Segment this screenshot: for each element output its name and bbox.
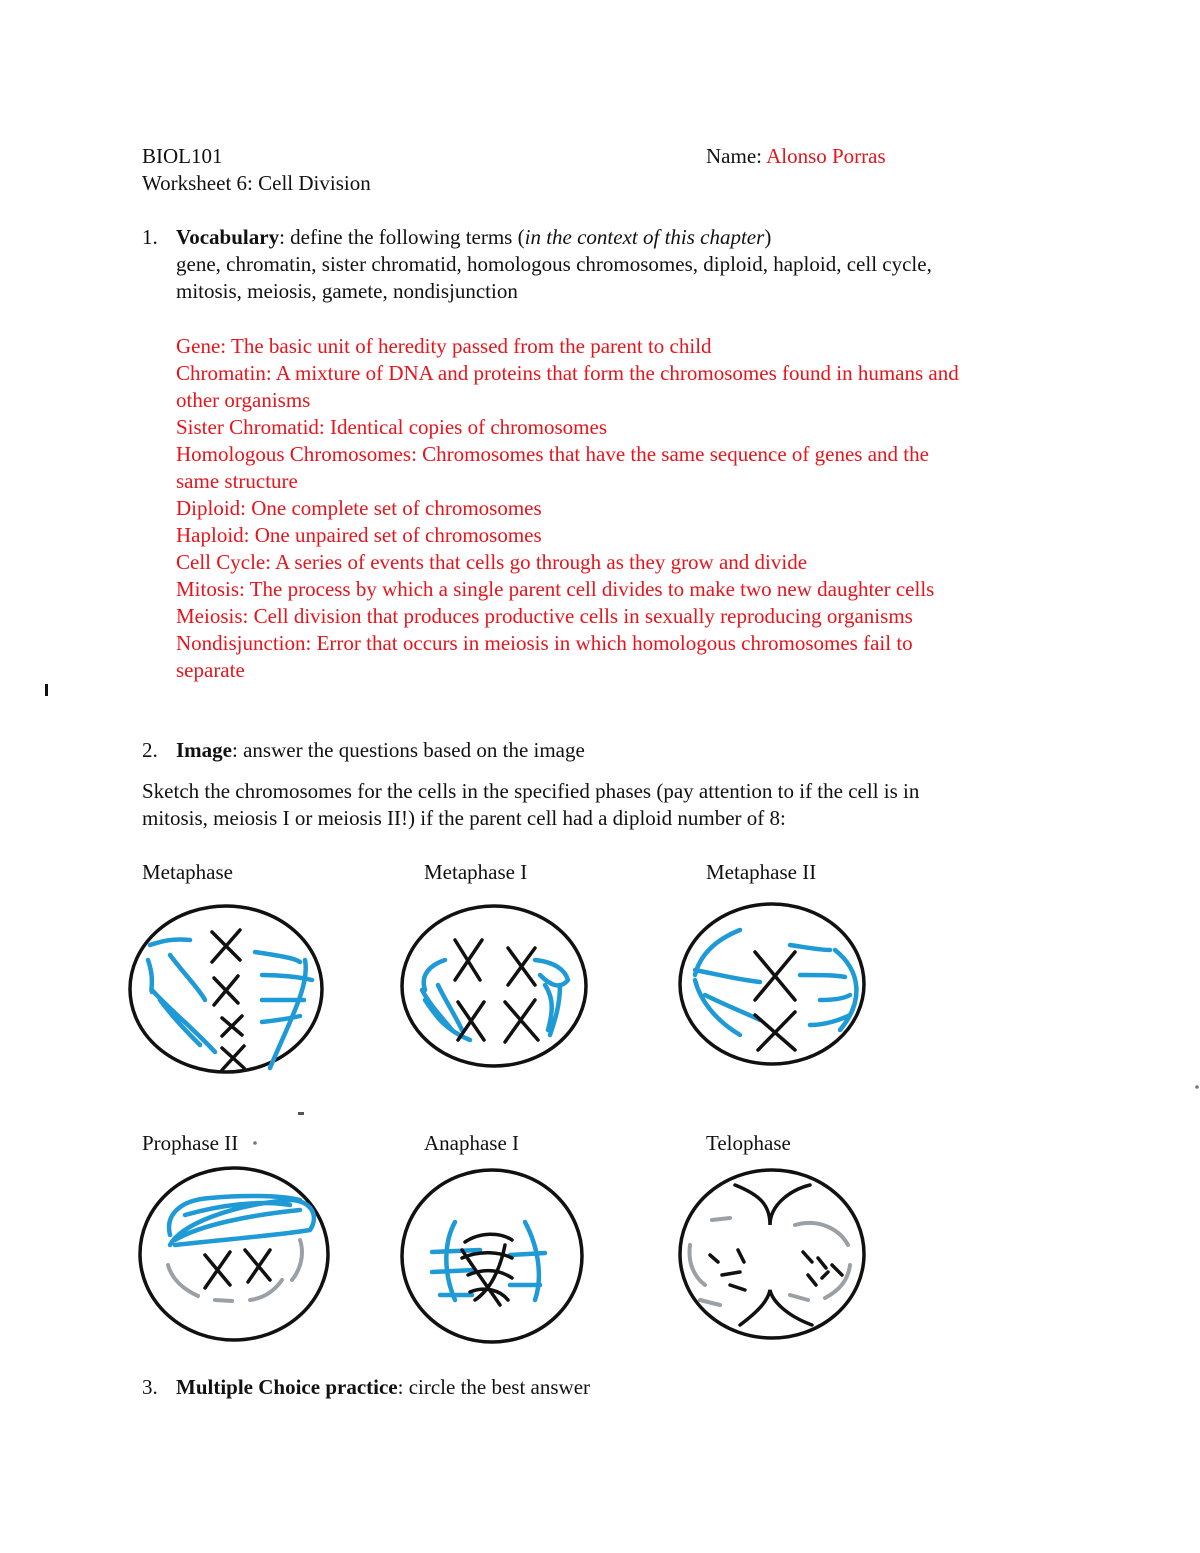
student-name: Alonso Porras: [766, 144, 886, 168]
stray-dot: [253, 1141, 257, 1145]
definition-line: Mitosis: The process by which a single parent cell divides to make two new daughter cells: [176, 577, 935, 601]
q2-heading: Image: [176, 738, 232, 762]
phase-label-metaphase-i: Metaphase I: [424, 860, 528, 884]
definition-line: Diploid: One complete set of chromosomes: [176, 496, 542, 520]
phase-label-anaphase-i: Anaphase I: [424, 1131, 520, 1155]
q2-instruction: : answer the questions based on the image: [232, 738, 585, 762]
q1-number: 1.: [142, 225, 158, 249]
definition-line: same structure: [176, 469, 298, 493]
definition-line: Homologous Chromosomes: Chromosomes that have the same sequence of genes and the: [176, 442, 929, 466]
course-code: BIOL101: [142, 144, 223, 168]
prophase-ii-cell: [140, 1168, 328, 1340]
definition-line: Sister Chromatid: Identical copies of chromosomes: [176, 415, 607, 439]
q2-number: 2.: [142, 738, 158, 762]
q2-sketch-prompt-line1: Sketch the chromosomes for the cells in the specified phases (pay attention to if the cell is in: [142, 779, 920, 803]
q1-terms-line2: mitosis, meiosis, gamete, nondisjunction: [176, 279, 518, 303]
definition-line: Gene: The basic unit of heredity passed from the parent to child: [176, 334, 712, 358]
q2-sketch-prompt-line2: mitosis, meiosis I or meiosis II!) if the parent cell had a diploid number of 8:: [142, 806, 786, 830]
anaphase-i-cell: [402, 1170, 582, 1342]
worksheet-title: Worksheet 6: Cell Division: [142, 171, 371, 195]
name-label: Name:: [706, 144, 762, 168]
metaphase-cell: [130, 906, 322, 1072]
metaphase-ii-cell: [680, 904, 864, 1064]
telophase-cell: [680, 1170, 864, 1338]
q1-instruction-end: ): [764, 225, 772, 249]
q1-instruction-italic: in the context of this chapter: [524, 225, 765, 249]
phase-label-telophase: Telophase: [706, 1131, 791, 1155]
q1-terms-line1: gene, chromatin, sister chromatid, homologous chromosomes, diploid, haploid, cell cycle,: [176, 252, 932, 276]
q3-prompt: [176, 1375, 590, 1400]
definition-line: Cell Cycle: A series of events that cells go through as they grow and divide: [176, 550, 808, 574]
q1-instruction: : define the following terms (: [279, 225, 525, 249]
stray-dot: [1195, 1085, 1199, 1089]
q1-heading: Vocabulary: [176, 225, 280, 249]
phase-label-prophase-ii: Prophase II: [142, 1131, 239, 1155]
definition-line: other organisms: [176, 388, 311, 412]
definition-line: Nondisjunction: Error that occurs in meiosis in which homologous chromosomes fail to: [176, 631, 913, 655]
definition-line: Haploid: One unpaired set of chromosomes: [176, 523, 542, 547]
q3-number: 3.: [142, 1375, 158, 1399]
q3-instruction: : circle the best answer: [397, 1375, 591, 1399]
phase-label-metaphase: Metaphase: [142, 860, 233, 884]
definition-line: Meiosis: Cell division that produces productive cells in sexually reproducing organisms: [176, 604, 913, 628]
phase-label-metaphase-ii: Metaphase II: [706, 860, 817, 884]
q3-heading: Multiple Choice practice: [176, 1375, 398, 1399]
definition-line: separate: [176, 658, 245, 682]
definition-line: Chromatin: A mixture of DNA and proteins that form the chromosomes found in humans and: [176, 361, 959, 385]
metaphase-i-cell: [402, 906, 586, 1066]
